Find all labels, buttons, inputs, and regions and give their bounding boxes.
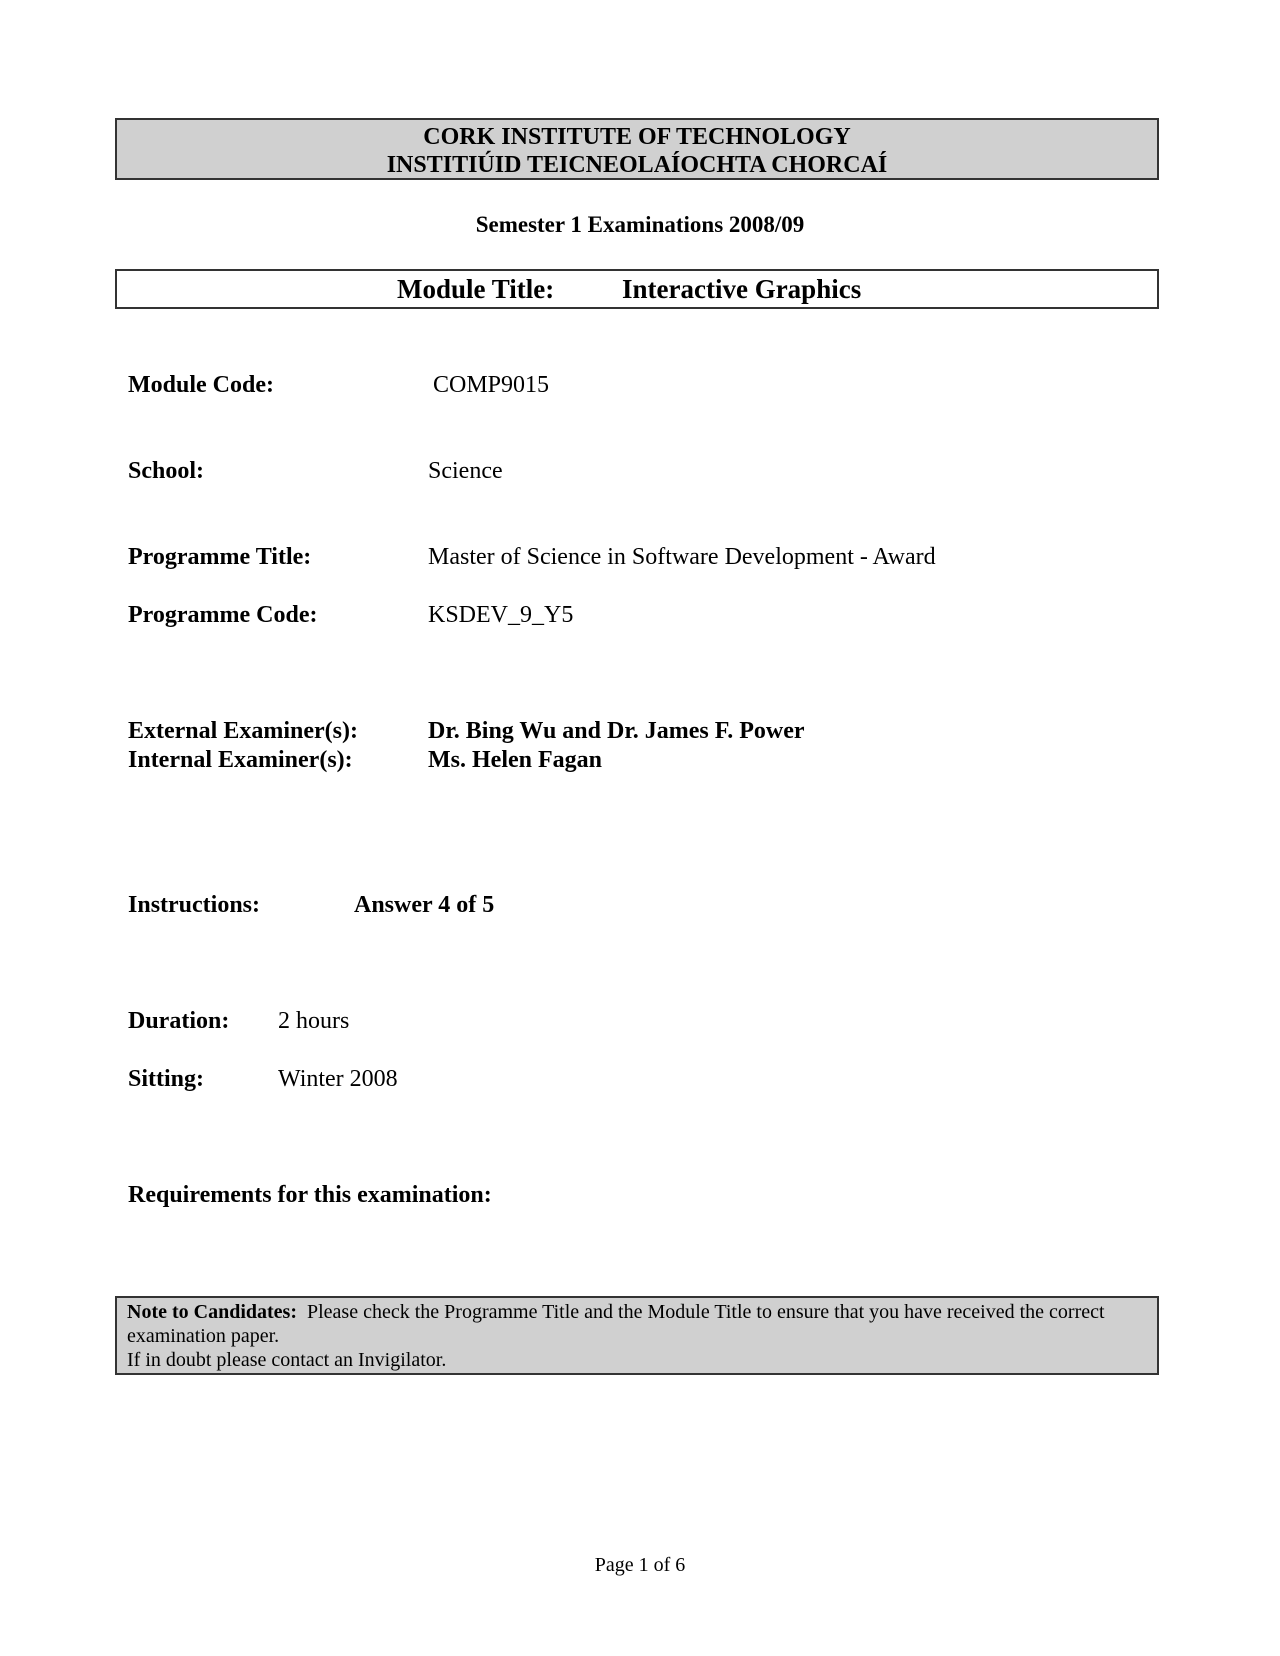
programme-title-value: Master of Science in Software Development - Award	[428, 544, 936, 570]
institution-name-irish: INSTITIÚID TEICNEOLAÍOCHTA CHORCAÍ	[386, 152, 888, 178]
page-number: Page 1 of 6	[594, 1554, 686, 1576]
requirements-label: Requirements for this examination:	[128, 1182, 492, 1208]
instructions-label: Instructions:	[128, 892, 261, 918]
note-label: Note to Candidates:	[127, 1301, 297, 1323]
duration-value: 2 hours	[278, 1008, 350, 1034]
note-to-candidates	[115, 1296, 1159, 1375]
institution-header	[115, 118, 1159, 180]
module-title-box	[115, 269, 1159, 309]
note-line-2: If in doubt please contact an Invigilator.	[127, 1349, 447, 1371]
internal-examiners-value: Ms. Helen Fagan	[428, 747, 602, 773]
semester-heading: Semester 1 Examinations 2008/09	[475, 212, 805, 237]
module-code-label: Module Code:	[128, 372, 274, 398]
programme-code-value: KSDEV_9_Y5	[428, 602, 574, 628]
sitting-label: Sitting:	[128, 1066, 205, 1092]
school-label: School:	[128, 458, 205, 484]
internal-examiners-label: Internal Examiner(s):	[128, 747, 353, 773]
school-value: Science	[428, 458, 503, 484]
note-text: Please check the Programme Title and the Module Title to ensure that you have received the correct examination paper.	[127, 1301, 1105, 1347]
external-examiners-value: Dr. Bing Wu and Dr. James F. Power	[428, 718, 805, 744]
duration-label: Duration:	[128, 1008, 230, 1034]
sitting-value: Winter 2008	[278, 1066, 398, 1092]
programme-code-label: Programme Code:	[128, 602, 318, 628]
institution-name-english: CORK INSTITUTE OF TECHNOLOGY	[423, 124, 851, 150]
instructions-value: Answer 4 of 5	[354, 892, 495, 918]
external-examiners-label: External Examiner(s):	[128, 718, 358, 744]
module-code-value: COMP9015	[433, 372, 550, 398]
module-title-value: Interactive Graphics	[622, 274, 862, 304]
module-title-label: Module Title:	[397, 274, 555, 304]
programme-title-label: Programme Title:	[128, 544, 312, 570]
note-line-1	[127, 1300, 1147, 1348]
